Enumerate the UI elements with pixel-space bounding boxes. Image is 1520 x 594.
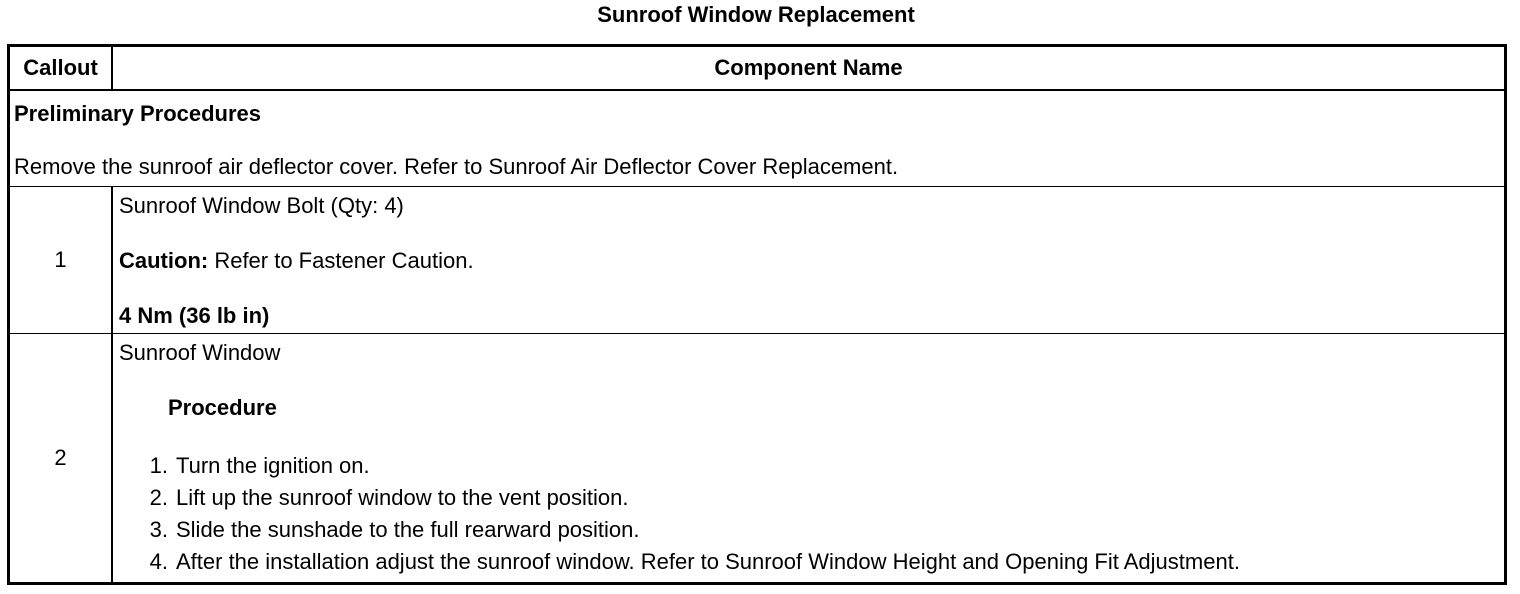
- step-number: 3.: [149, 517, 168, 542]
- step-number: 4.: [149, 549, 168, 574]
- component-column-header: Component Name: [112, 46, 1506, 91]
- list-item: [119, 450, 1504, 482]
- step-text: Turn the ignition on.: [176, 453, 370, 478]
- callout-number: 1: [9, 187, 113, 334]
- preliminary-heading: Preliminary Procedures: [14, 101, 262, 126]
- component-name: Sunroof Window: [119, 340, 281, 365]
- table-header-row: [9, 46, 1506, 91]
- procedure-table: [7, 44, 1507, 585]
- table-row: [9, 187, 1506, 334]
- step-number: 1.: [149, 453, 168, 478]
- caution-line: [119, 248, 1504, 274]
- list-item: [119, 546, 1504, 578]
- callout-column-header: Callout: [9, 46, 113, 91]
- step-text: Slide the sunshade to the full rearward position.: [176, 517, 640, 542]
- component-name: Sunroof Window Bolt (Qty: 4): [119, 193, 404, 218]
- list-item: [119, 514, 1504, 546]
- component-cell: [112, 334, 1506, 584]
- list-item: [119, 482, 1504, 514]
- procedure-label: Procedure: [168, 395, 277, 420]
- preliminary-row: [9, 90, 1506, 187]
- preliminary-cell: [9, 90, 1506, 187]
- caution-label: Caution:: [119, 248, 209, 273]
- preliminary-text: Remove the sunroof air deflector cover. Refer to Sunroof Air Deflector Cover Replacement.: [14, 154, 899, 179]
- torque-spec: 4 Nm (36 lb in): [119, 303, 270, 328]
- table-row: [9, 334, 1506, 584]
- step-text: After the installation adjust the sunroof window. Refer to Sunroof Window Height and Opening Fit Adjustment.: [176, 549, 1240, 574]
- procedure-steps: [119, 450, 1504, 578]
- component-cell: [112, 187, 1506, 334]
- caution-text: Refer to Fastener Caution.: [208, 248, 474, 273]
- callout-number: 2: [9, 334, 113, 584]
- page-title: Sunroof Window Replacement: [597, 2, 915, 27]
- step-text: Lift up the sunroof window to the vent position.: [176, 485, 629, 510]
- step-number: 2.: [149, 485, 168, 510]
